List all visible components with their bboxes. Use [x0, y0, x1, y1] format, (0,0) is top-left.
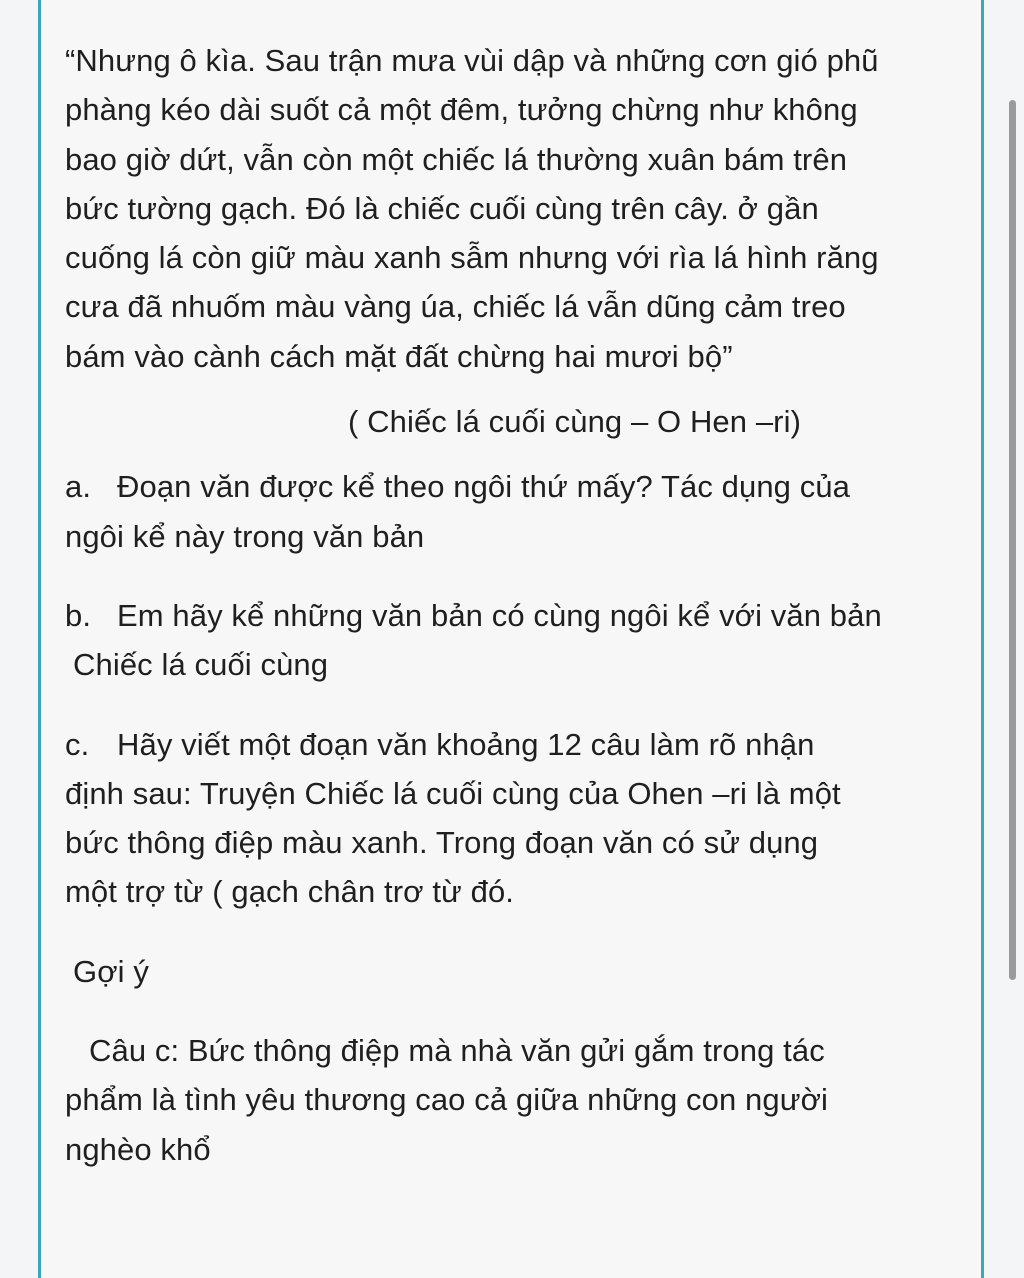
passage-line: cưa đã nhuốm màu vàng úa, chiếc lá vẫn dũng cảm treo	[65, 289, 846, 325]
passage	[65, 36, 955, 381]
question-line: ngôi kể này trong văn bản	[65, 518, 425, 554]
question-line: định sau: Truyện Chiếc lá cuối cùng của Ohen –ri là một	[65, 775, 841, 811]
passage-line: bức tường gạch. Đó là chiếc cuối cùng trên cây. ở gần	[65, 190, 819, 226]
passage-line: cuống lá còn giữ màu xanh sẫm nhưng với rìa lá hình răng	[65, 240, 879, 276]
question-line: Chiếc lá cuối cùng	[73, 647, 329, 683]
passage-line: bao giờ dứt, vẫn còn một chiếc lá thường xuân bám trên	[65, 141, 848, 177]
hint-body	[65, 1026, 955, 1174]
document-content	[65, 36, 955, 1174]
question-line: Em hãy kể những văn bản có cùng ngôi kể với văn bản	[117, 597, 882, 633]
question-label: a.	[65, 469, 92, 505]
hint-line: Câu c: Bức thông điệp mà nhà văn gửi gắm trong tác	[89, 1033, 825, 1069]
question-line: Đoạn văn được kể theo ngôi thứ mấy? Tác dụng của	[117, 469, 850, 505]
question-line: một trợ từ ( gạch chân trơ từ đó.	[65, 874, 515, 910]
question-a	[65, 462, 955, 561]
question-label: b.	[65, 597, 92, 633]
passage-line: phàng kéo dài suốt cả một đêm, tưởng chừng như không	[65, 92, 858, 128]
passage-citation: ( Chiếc lá cuối cùng – O Hen –ri)	[348, 404, 801, 440]
hint-line: nghèo khổ	[65, 1131, 211, 1167]
question-c	[65, 720, 955, 917]
question-b	[65, 591, 955, 690]
hint-title: Gợi ý	[73, 953, 149, 989]
passage-line: “Nhưng ô kìa. Sau trận mưa vùi dập và những cơn gió phũ	[65, 43, 879, 78]
scrollbar-thumb[interactable]	[1009, 100, 1016, 980]
question-line: bức thông điệp màu xanh. Trong đoạn văn có sử dụng	[65, 825, 819, 861]
question-line: Hãy viết một đoạn văn khoảng 12 câu làm rõ nhận	[117, 726, 815, 762]
hint-line: phẩm là tình yêu thương cao cả giữa những con người	[65, 1082, 828, 1118]
question-label: c.	[65, 726, 90, 762]
passage-line: bám vào cành cách mặt đất chừng hai mươi bộ”	[65, 338, 733, 374]
